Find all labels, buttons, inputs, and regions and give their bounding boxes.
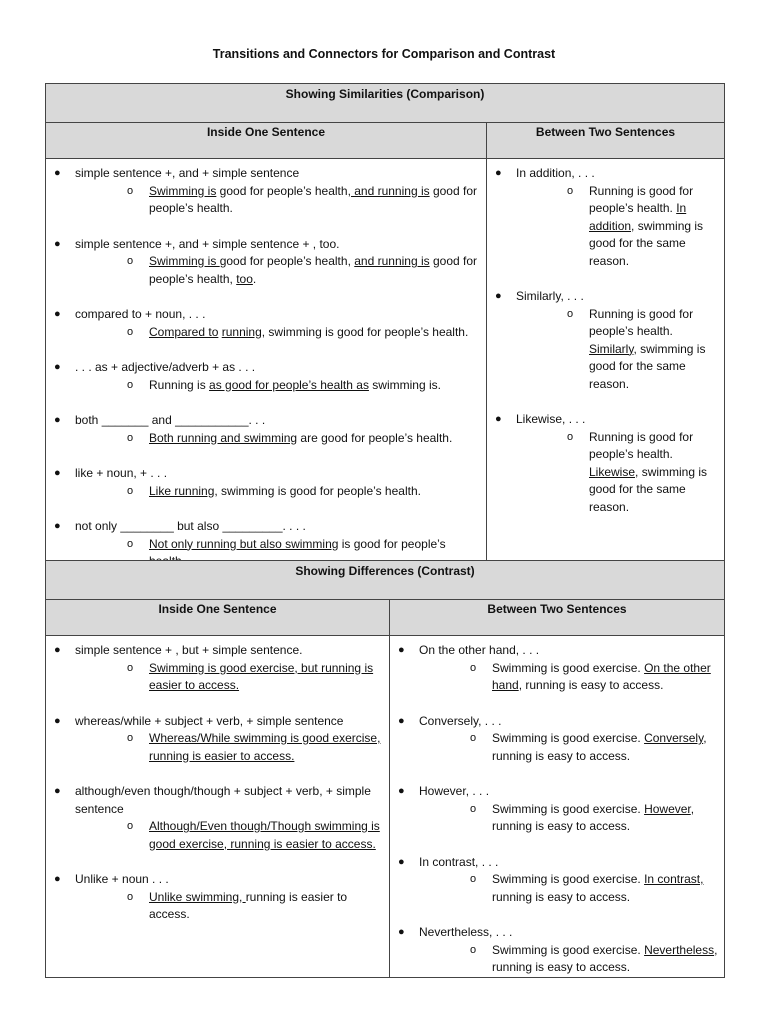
connector-rule: Conversely, . . . [419, 713, 502, 728]
sub-bullet-icon: o [127, 255, 134, 267]
sub-bullet-icon: o [470, 732, 477, 744]
list-item [46, 359, 480, 394]
example-text: good for people’s health [216, 183, 348, 198]
underlined-connector: and running is [354, 254, 430, 268]
underlined-connector: Swimming is [149, 254, 220, 268]
example-text: , running is easy to access. [492, 942, 718, 974]
underlined-connector: Compared to [149, 324, 219, 339]
bullet-icon: ● [398, 714, 405, 727]
bullet-icon: ● [398, 785, 405, 797]
underlined-connector: Conversely [644, 731, 704, 745]
sub-bullet-icon: o [127, 325, 134, 338]
example-sentence [516, 429, 718, 517]
sub-bullet-icon: o [127, 890, 134, 903]
list-item [487, 165, 718, 270]
example-text: , swimming is good for people’s health. [261, 324, 469, 339]
underlined-connector: Swimming is good exercise, but running is easier to access. [149, 660, 374, 692]
list-item [46, 465, 480, 500]
sub-bullet-icon: o [127, 537, 134, 550]
bullet-icon: ● [54, 714, 61, 727]
underlined-connector: Whereas/While swimming is good exercise, running is easier to access. [149, 731, 381, 763]
connector-rule: Likewise, . . . [516, 412, 586, 426]
connector-rule: However, . . . [419, 784, 490, 798]
list-item [487, 411, 718, 516]
underlined-connector: Unlike swimming, [149, 889, 246, 904]
example-text: swimming is. [368, 377, 441, 392]
example-text: Swimming is good exercise. [492, 801, 645, 816]
sub-bullet-icon: o [567, 184, 574, 197]
example-text: , running is easy to access. [492, 801, 695, 833]
sub-bullet-icon: o [470, 661, 477, 674]
bullet-icon: ● [54, 873, 61, 885]
underlined-connector: On the other hand [492, 660, 711, 692]
list-item [46, 236, 480, 289]
example-text: , swimming is good for people’s health. [214, 483, 421, 498]
underlined-connector: However [644, 801, 691, 816]
similarities-table [45, 83, 725, 572]
example-text: Running is good for people’s health. [589, 183, 694, 215]
example-sentence [419, 730, 718, 765]
list-item [46, 165, 480, 218]
list-item [46, 306, 480, 341]
bullet-icon: ● [398, 644, 405, 656]
sub-bullet-icon: o [127, 184, 134, 197]
connector-rule: Unlike + noun . . . [75, 872, 169, 886]
sub-bullet-icon: o [127, 661, 134, 674]
example-sentence [75, 483, 480, 501]
similarities-heading: Showing Similarities (Comparison) [46, 84, 725, 123]
example-text: are good for people’s health. [297, 430, 453, 445]
underlined-connector: Both running and swimming [149, 430, 298, 445]
connector-rule: Nevertheless, . . . [419, 925, 513, 939]
connector-rule: not only ________ but also _________. . . . [75, 519, 306, 533]
sub-bullet-icon: o [127, 820, 134, 832]
underlined-connector: Although/Even though/Though swimming is good exercise, running is easier to access. [149, 819, 380, 851]
sub-bullet-icon: o [470, 943, 477, 956]
list-item [46, 783, 383, 853]
example-sentence [516, 183, 718, 271]
example-sentence [419, 660, 718, 695]
similarities-between-list [487, 165, 718, 516]
differences-inside-list [46, 642, 383, 924]
example-text: Swimming is good exercise. [492, 942, 645, 957]
example-text: is good for people’s [341, 536, 446, 551]
example-text: good for people’s health, [149, 254, 478, 286]
sub-bullet-icon: o [470, 802, 477, 815]
example-text: Swimming is good exercise. [492, 731, 645, 745]
bullet-icon: ● [495, 167, 502, 179]
connector-rule: In contrast, . . . [419, 854, 499, 869]
example-text: , swimming is good for the same reason. [589, 341, 706, 391]
underlined-connector: Like running [149, 483, 215, 498]
differences-between-list [390, 642, 718, 977]
example-text: swimming is good for the same reason. [589, 464, 708, 514]
underlined-connector: Likewise, [589, 464, 639, 479]
bullet-icon: ● [54, 361, 61, 373]
sub-bullet-icon: o [127, 484, 134, 497]
underlined-connector: running [221, 324, 262, 339]
connector-rule: simple sentence +, and + simple sentence [75, 166, 300, 180]
example-text: swimming is good for the same reason. [589, 218, 704, 268]
underlined-connector: Swimming is [149, 183, 217, 198]
differences-table [45, 560, 725, 978]
differences-between-cell [390, 636, 725, 978]
list-item [46, 412, 480, 447]
similarities-inside-cell [46, 159, 487, 572]
underlined-connector: Not only running but also swimming [149, 536, 339, 551]
sub-bullet-icon: o [567, 430, 574, 443]
example-text: , running is easy to access. [492, 731, 707, 763]
example-sentence [75, 889, 383, 924]
bullet-icon: ● [54, 520, 61, 532]
connector-rule: both _______ and ___________. . . [75, 413, 266, 427]
list-item [390, 783, 718, 836]
example-sentence [75, 730, 383, 765]
differences-inside-heading: Inside One Sentence [46, 600, 390, 636]
example-text: , running is easy to access. [518, 678, 664, 692]
example-sentence [419, 801, 718, 836]
example-sentence [75, 430, 480, 448]
list-item [487, 288, 718, 393]
bullet-icon: ● [54, 237, 61, 250]
bullet-icon: ● [495, 290, 502, 302]
connector-rule: On the other hand, . . . [419, 643, 540, 657]
list-item [390, 642, 718, 695]
list-item [46, 642, 383, 695]
connector-rule: whereas/while + subject + verb, + simple sentence [75, 713, 344, 728]
sub-bullet-icon: o [470, 873, 477, 885]
example-sentence [75, 324, 480, 342]
underlined-connector: too [236, 271, 253, 286]
bullet-icon: ● [54, 414, 61, 426]
differences-inside-cell [46, 636, 390, 978]
underlined-connector: Nevertheless [644, 942, 715, 957]
example-text: Swimming is good exercise. [492, 660, 645, 675]
similarities-inside-heading: Inside One Sentence [46, 123, 487, 159]
bullet-icon: ● [398, 855, 405, 868]
sub-bullet-icon: o [127, 431, 134, 444]
connector-rule: although/even though/though + subject + verb, + simple sentence [75, 784, 371, 816]
example-sentence [75, 253, 480, 288]
document-title: Transitions and Connectors for Comparison and Contrast [212, 47, 556, 61]
list-item [390, 713, 718, 766]
example-text: good for people’s health. [149, 183, 477, 215]
connector-rule: simple sentence + , but + simple sentence. [75, 643, 303, 657]
list-item [390, 854, 718, 907]
underlined-connector: In contrast, [644, 872, 704, 886]
sub-bullet-icon: o [567, 307, 574, 320]
example-text: Running is good for people’s health. [589, 429, 694, 461]
differences-between-heading: Between Two Sentences [390, 600, 725, 636]
connector-rule: Similarly, . . . [516, 289, 584, 303]
bullet-icon: ● [54, 167, 61, 179]
example-sentence [419, 871, 718, 906]
list-item [390, 924, 718, 977]
connector-rule: compared to + noun, . . . [75, 307, 206, 321]
sub-bullet-icon: o [127, 732, 134, 744]
connector-rule: . . . as + adjective/adverb + as . . . [75, 360, 256, 374]
list-item [46, 871, 383, 924]
similarities-between-cell [487, 159, 725, 572]
bullet-icon: ● [54, 644, 61, 656]
bullet-icon: ● [54, 785, 61, 797]
underlined-connector: In addition, [589, 201, 687, 233]
example-sentence [75, 183, 480, 218]
bullet-icon: ● [495, 413, 502, 425]
example-text: . [252, 271, 257, 286]
bullet-icon: ● [398, 926, 405, 938]
connector-rule: like + noun, + . . . [75, 466, 168, 480]
example-text: running is easy to access. [492, 889, 631, 904]
example-text: Running is good for people’s health. [589, 306, 694, 338]
example-sentence [75, 377, 480, 395]
differences-heading: Showing Differences (Contrast) [46, 561, 725, 600]
connector-rule: In addition, . . . [516, 166, 595, 180]
example-sentence [516, 306, 718, 394]
sub-bullet-icon: o [127, 378, 134, 391]
underlined-connector: , and running is [347, 183, 430, 198]
example-text: Swimming is good exercise. [492, 872, 645, 886]
connector-rule: simple sentence +, and + simple sentence + , too. [75, 236, 340, 251]
list-item [46, 713, 383, 766]
bullet-icon: ● [54, 308, 61, 320]
underlined-connector: Similarly [589, 341, 634, 356]
underlined-connector: as good for people’s health as [209, 377, 369, 392]
bullet-icon: ● [54, 467, 61, 479]
example-text: good for people’s health, [219, 254, 355, 268]
example-sentence [75, 818, 383, 853]
example-sentence [419, 942, 718, 977]
example-text: running is easier to access. [149, 889, 348, 921]
similarities-between-heading: Between Two Sentences [487, 123, 725, 159]
example-sentence [75, 660, 383, 695]
similarities-inside-list [46, 165, 480, 571]
example-text: Running is [149, 377, 210, 392]
